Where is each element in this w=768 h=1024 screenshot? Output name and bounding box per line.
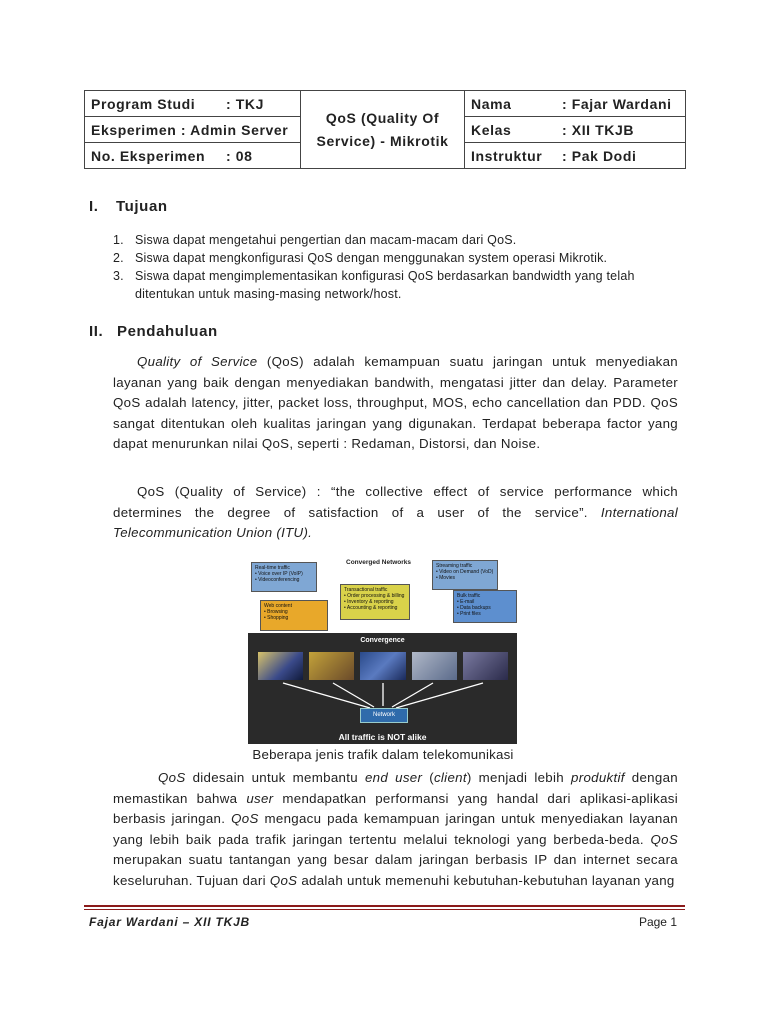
- paragraph-text: merupakan suatu tantangan yang besar dalam jaringan berbasis IP dan internet secara keseluruhan. Tujuan dari: [113, 852, 678, 888]
- instructor-value: : Pak Dodi: [562, 147, 637, 164]
- list-text: Siswa dapat mengetahui pengertian dan macam-macam dari QoS.: [135, 233, 517, 247]
- paragraph-text: didesain untuk membantu: [185, 770, 365, 785]
- name-label: Nama: [471, 95, 512, 112]
- convergence-panel: [248, 633, 517, 744]
- section-number: I.: [89, 198, 99, 215]
- source-italic: International Telecommunication Union (ITU).: [113, 504, 678, 541]
- paragraph-text: QoS (Quality of Service) : “the collective effect of service performance which determines the degree of satisfaction of a user of the service”.: [113, 484, 678, 520]
- convergence-label: Convergence: [360, 637, 405, 644]
- exp-no-cell: [85, 143, 301, 169]
- paragraph-text: mendapatkan performansi yang handal dari aplikasi-aplikasi berbasis jaringan.: [113, 790, 679, 827]
- term-italic: QoS: [231, 811, 259, 827]
- section-heading-pendahuluan: [89, 323, 218, 340]
- exp-no-value: : 08: [226, 147, 253, 164]
- exp-no-label: No. Eksperimen: [91, 147, 206, 164]
- list-item: [113, 267, 673, 303]
- paragraph-itu-definition: [113, 482, 678, 544]
- footer-rule-thin: [84, 909, 685, 910]
- section-heading-tujuan: [89, 198, 168, 215]
- list-number: 3.: [113, 269, 124, 283]
- name-cell: [465, 91, 686, 117]
- term-italic: QoS: [650, 831, 678, 847]
- figure-footer: All traffic is NOT alike: [338, 732, 427, 742]
- instructor-cell: [465, 143, 686, 169]
- paragraph-qos-purpose: [113, 768, 678, 892]
- name-value: : Fajar Wardani: [562, 95, 672, 112]
- experiment-cell: [85, 117, 301, 143]
- program-cell: [85, 91, 301, 117]
- paragraph-text: (QoS) adalah kemampuan suatu jaringan untuk menyediakan layanan yang baik dengan menyediakan bandwith, mengatasi jitter dan delay. Parameter QoS adalah latency, jitter, packet loss, throughput, MOS, echo cancellation dan PDD. QoS sangat ditentukan oleh kualitas jaringan yang digunakan. Terdapat beberapa factor yang dapat menurunkan nilai QoS, seperti : Redaman, Distorsi, dan Noise.: [113, 354, 679, 452]
- page-number: Page 1: [638, 915, 677, 929]
- list-number: 1.: [113, 233, 124, 247]
- streaming-traffic-box: Streaming traffic • Video on Demand (VoD) • Movies: [432, 560, 498, 590]
- list-text: Siswa dapat mengimplementasikan konfigurasi QoS berdasarkan bandwidth yang telah ditentukan untuk masing-masing network/host.: [135, 269, 635, 301]
- list-number: 2.: [113, 251, 124, 265]
- footer-rule: [84, 905, 685, 907]
- list-item: [113, 231, 673, 249]
- list-item: [113, 249, 673, 267]
- paragraph-text: dengan memastikan bahwa: [113, 770, 678, 806]
- title-line-1: QoS (Quality Of: [325, 109, 440, 126]
- class-value: : XII TKJB: [562, 121, 635, 138]
- title-line-2: Service) - Mikrotik: [316, 132, 449, 149]
- web-content-box: Web content • Browsing • Shopping: [260, 600, 328, 631]
- paragraph-text: (: [422, 770, 434, 785]
- paragraph-text: mengacu pada kemampuan jaringan untuk menyediakan layanan yang lebih baik pada trafik jaringan tertentu melalui teknologi yang berbeda-beda.: [113, 811, 678, 847]
- class-cell: [465, 117, 686, 143]
- instructor-label: Instruktur: [471, 147, 543, 164]
- program-value: : TKJ: [226, 95, 264, 112]
- section-title: Tujuan: [116, 198, 168, 215]
- transactional-traffic-box: Transactional traffic • Order processing & billing • Inventory & reporting • Accounting & reporting: [340, 584, 410, 620]
- section-number: II.: [89, 323, 104, 340]
- figure-title: Converged Networks: [346, 559, 412, 566]
- header-table: [84, 90, 686, 169]
- term-italic: user: [246, 790, 274, 806]
- paragraph-qos-definition: [113, 352, 678, 455]
- network-arrows: [248, 633, 517, 744]
- paragraph-text: adalah untuk memenuhi kebutuhan-kebutuhan layanan yang: [297, 872, 675, 888]
- objectives-list: [113, 231, 673, 303]
- term-italic: QoS: [269, 872, 298, 888]
- footer-author: Fajar Wardani – XII TKJB: [89, 915, 251, 929]
- term-italic: end user: [364, 770, 423, 785]
- experiment-label: Eksperimen :: [91, 121, 187, 138]
- list-text: Siswa dapat mengkonfigurasi QoS dengan menggunakan system operasi Mikrotik.: [135, 251, 608, 265]
- network-box: Network: [360, 708, 408, 723]
- figure-caption: Beberapa jenis trafik dalam telekomunikasi: [252, 747, 514, 762]
- class-label: Kelas: [471, 121, 512, 138]
- bulk-traffic-box: Bulk traffic • E-mail • Data backups • Print files: [453, 590, 517, 623]
- term-italic: Quality of Service: [137, 354, 258, 369]
- realtime-traffic-box: Real-time traffic • Voice over IP (VoIP) • Videoconferencing: [251, 562, 317, 592]
- term-italic: produktif: [571, 770, 625, 785]
- section-title: Pendahuluan: [117, 323, 218, 340]
- document-title: [301, 91, 465, 169]
- term-italic: client: [433, 770, 467, 785]
- experiment-value: Admin Server: [190, 121, 289, 138]
- converged-networks-figure: [248, 551, 517, 744]
- paragraph-text: ) menjadi lebih: [466, 770, 572, 785]
- program-label: Program Studi: [91, 95, 196, 112]
- term-italic: QoS: [158, 770, 186, 785]
